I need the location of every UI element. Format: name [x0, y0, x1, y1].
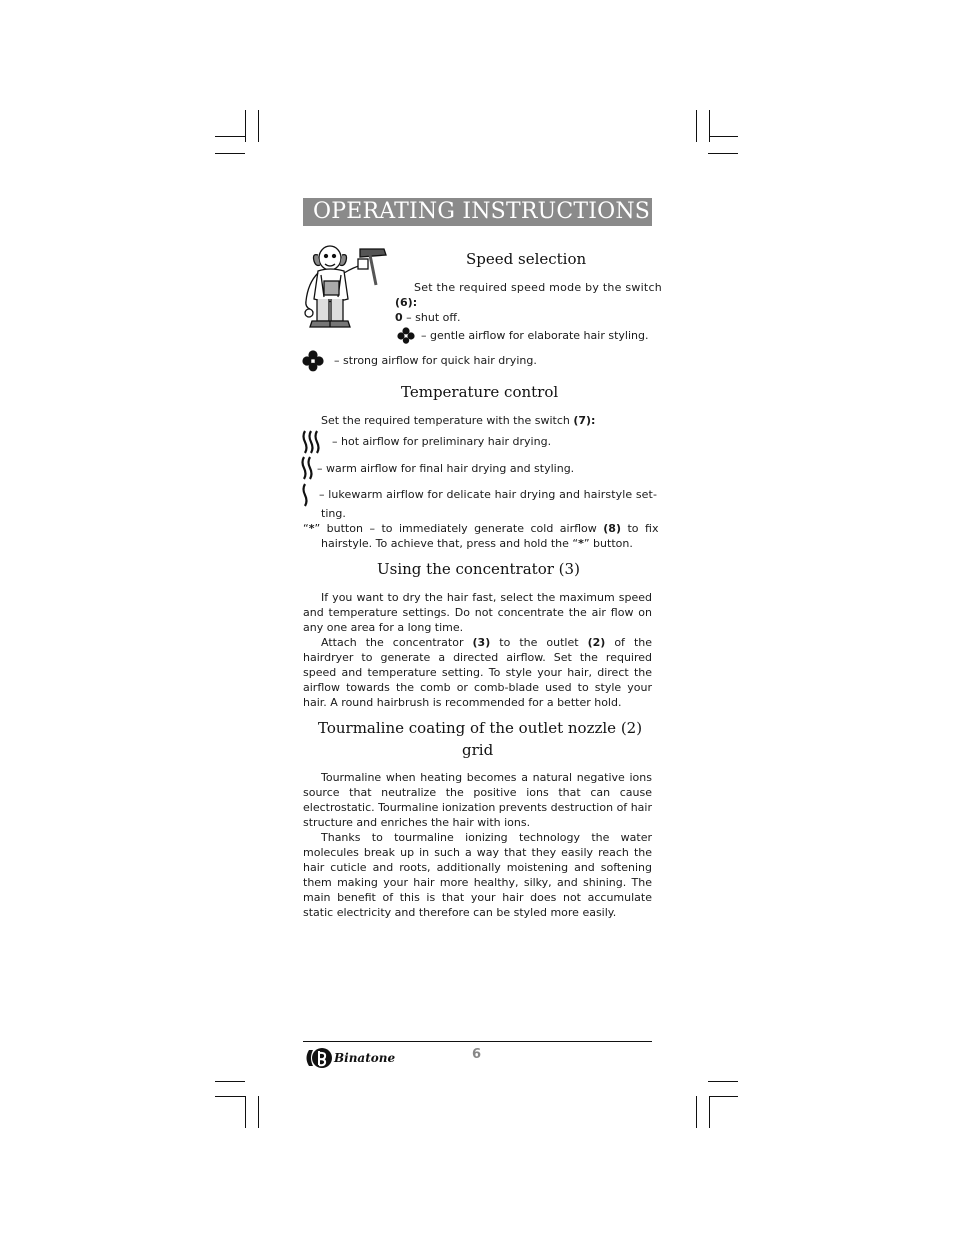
quote: “	[303, 522, 309, 535]
page-number: 6	[472, 1047, 482, 1062]
temperature-intro: Set the required temperature with the switch	[321, 414, 574, 427]
footer-divider	[303, 1041, 652, 1042]
cold-button-text-2: hairstyle. To achieve that, press and hold the “	[321, 537, 579, 550]
asterisk: *	[578, 537, 584, 550]
temperature-hot-text: – hot airflow for preliminary hair drying.	[332, 435, 552, 448]
temperature-luke-text-2: ting.	[321, 507, 346, 520]
heat-low-icon	[300, 482, 312, 508]
fan-small-icon	[397, 327, 415, 344]
heat-medium-icon	[300, 455, 316, 481]
temperature-intro-line	[321, 413, 595, 428]
fan-large-icon	[302, 350, 324, 372]
crop-mark	[696, 110, 697, 142]
speed-switch-ref: (6):	[395, 296, 418, 309]
asterisk: *	[308, 522, 315, 535]
crop-mark	[709, 110, 710, 142]
speed-intro: Set the required speed mode by the switch	[414, 281, 663, 294]
crop-mark	[696, 1096, 697, 1128]
speed-strong-text: – strong airflow for quick hair drying.	[334, 354, 537, 367]
text: Attach the concentrator	[321, 636, 473, 649]
speed-off-line	[395, 310, 460, 325]
page-title: OPERATING INSTRUCTIONS	[303, 198, 652, 226]
section-heading-concentrator: Using the concentrator (3)	[377, 560, 580, 578]
crop-mark	[215, 1081, 245, 1082]
tourmaline-paragraph-1: Tourmaline when heating becomes a natural negative ions source that neutralize the positive ions that can cause electrostatic. Tourmaline ionization prevents destruction of hair structure and enriches the hair with ions.	[303, 771, 652, 829]
brand-name: Binatone	[334, 1051, 396, 1065]
speed-off-text: – shut off.	[402, 311, 461, 324]
cold-button-text-end: to fix	[621, 522, 659, 535]
ref: (3)	[472, 636, 491, 649]
section-heading-temperature: Temperature control	[401, 383, 559, 401]
section-heading-tourmaline: Tourmaline coating of the outlet nozzle (2)	[318, 719, 643, 737]
heat-high-icon	[301, 429, 323, 455]
crop-mark	[709, 136, 738, 137]
cold-button-line-2	[321, 536, 633, 551]
speed-gentle-text: – gentle airflow for elaborate hair styling.	[421, 329, 649, 342]
text: to the outlet	[490, 636, 588, 649]
crop-mark	[708, 1081, 738, 1082]
tourmaline-paragraph-2: Thanks to tourmaline ionizing technology the water molecules break up in such a way that they easily reach the hair cuticle and roots, additionally moistening and softening them making your hair more healthy, silky, and shining. The main benefit of this is that your hair does not accumulate static electricity and therefore can be styled more easily.	[303, 831, 652, 919]
concentrator-paragraph-2	[303, 635, 652, 710]
crop-mark	[215, 1096, 245, 1097]
temperature-switch-ref: (7):	[573, 414, 596, 427]
temperature-luke-text-1: – lukewarm airflow for delicate hair drying and hairstyle set-	[319, 488, 658, 501]
crop-mark	[258, 110, 259, 142]
cold-button-ref: (8)	[603, 522, 621, 535]
concentrator-body	[303, 590, 652, 710]
crop-mark	[708, 153, 738, 154]
crop-mark	[709, 1096, 738, 1097]
crop-mark	[258, 1096, 259, 1128]
cold-button-text: ” button – to immediately generate cold airflow	[314, 522, 604, 535]
tourmaline-body	[303, 770, 652, 920]
mascot-illustration	[300, 243, 392, 343]
speed-off-key: 0	[395, 311, 403, 324]
crop-mark	[215, 136, 245, 137]
cold-button-line-1	[303, 521, 658, 536]
ref: (2)	[587, 636, 606, 649]
crop-mark	[245, 1096, 246, 1128]
cold-button-text-3: ” button.	[583, 537, 633, 550]
temperature-warm-text: – warm airflow for final hair drying and styling.	[317, 462, 575, 475]
crop-mark	[709, 1096, 710, 1128]
concentrator-paragraph-1: If you want to dry the hair fast, select the maximum speed and temperature settings. Do not concentrate the air flow on any one area for a long time.	[303, 591, 652, 634]
crop-mark	[245, 110, 246, 142]
section-heading-speed: Speed selection	[466, 250, 587, 268]
section-heading-tourmaline-2: grid	[462, 741, 494, 759]
crop-mark	[215, 153, 245, 154]
text: of the hairdryer to generate a directed airflow. Set the required speed and temperature setting. To style your hair, direct the airflow towards the comb or comb-blade used to style your hair. A round hairbrush is recommended for a better hold.	[303, 636, 652, 709]
